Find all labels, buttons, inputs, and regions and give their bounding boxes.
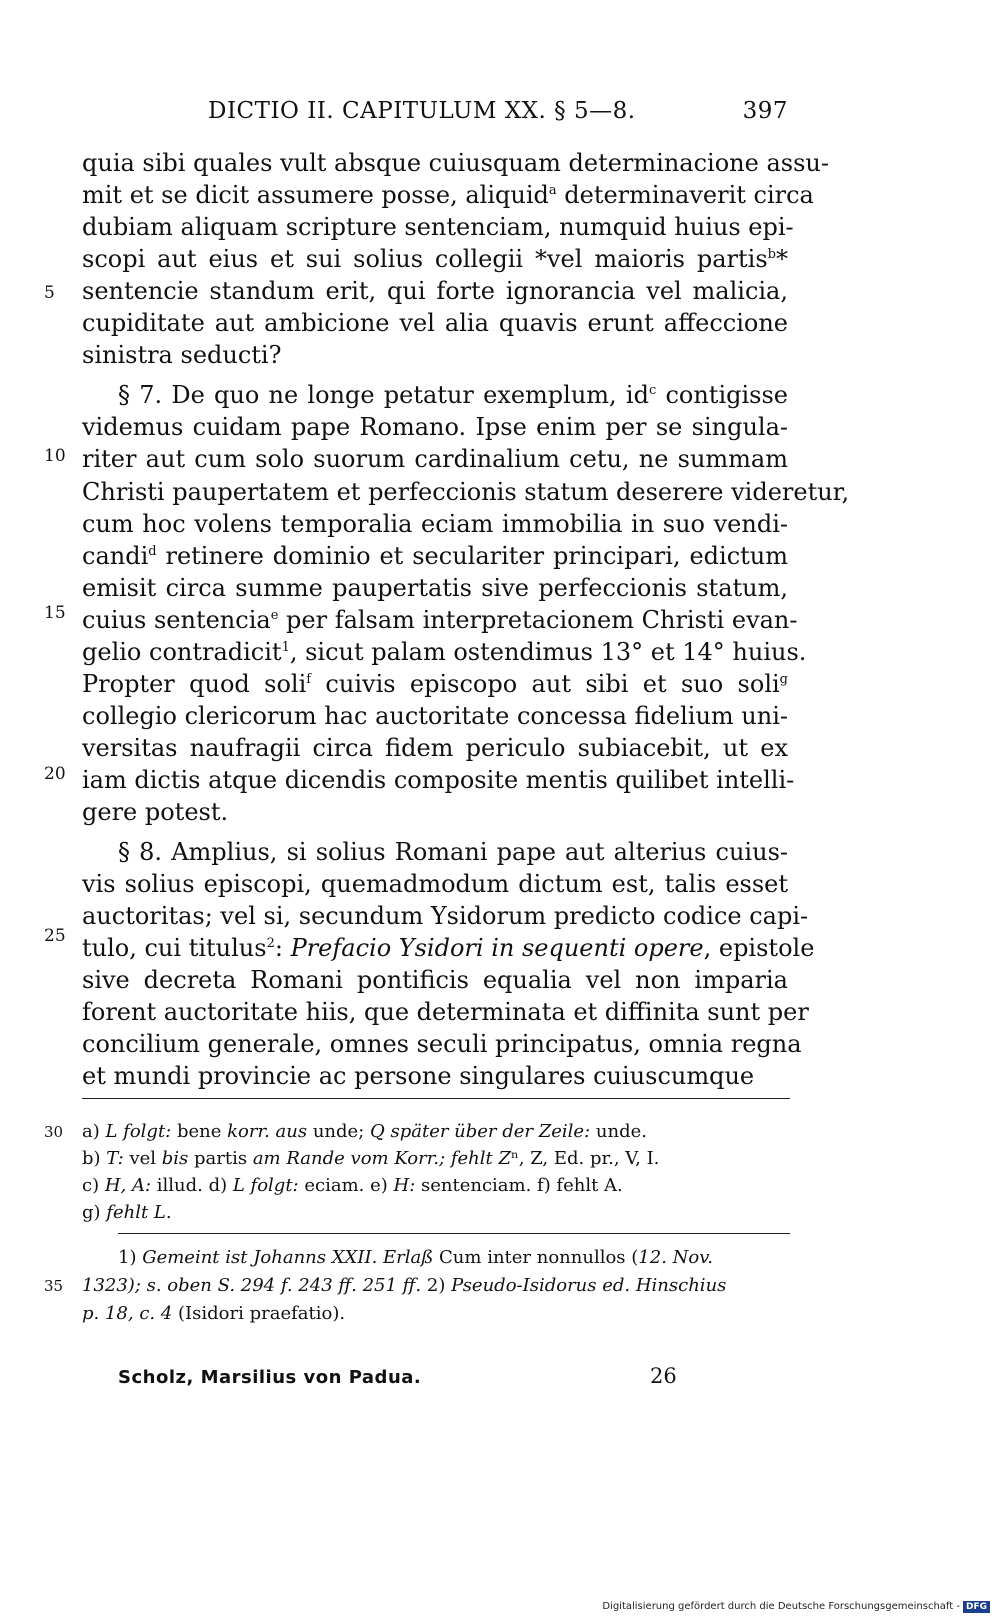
line-number: 10 (44, 446, 66, 466)
line-text: , epistole (703, 934, 815, 963)
text-line (82, 1060, 788, 1092)
line-text: cum hoc volens temporalia eciam immobilia in suo vendi- (82, 509, 788, 538)
line-text: , sicut palam ostendimus 13° et 14° huius. (289, 637, 807, 666)
line-text: per falsam interpretacionem Christi evan- (278, 605, 798, 634)
line-text: emisit circa summe paupertatis sive perfeccionis statum, (82, 573, 788, 602)
text-line (82, 636, 807, 668)
digitization-text: Digitalisierung gefördert durch die Deutsche Forschungsgemeinschaft - (602, 1601, 960, 1612)
line-text: cuivis episcopo aut sibi et suo soli (311, 669, 780, 698)
text-segment: partis (188, 1148, 253, 1169)
text-segment: ⁿ, Z, Ed. pr., V, I. (510, 1148, 660, 1169)
text-segment: 1) (118, 1247, 143, 1268)
text-line (82, 379, 788, 411)
italic-segment: T: (106, 1148, 124, 1169)
text-segment: illud. d) (151, 1175, 233, 1196)
text-segment: (Isidori praefatio). (172, 1303, 346, 1324)
text-line (82, 732, 788, 764)
footnote-marker: 2 (266, 936, 275, 952)
italic-segment: H, A: (104, 1175, 152, 1196)
header-title: DICTIO II. CAPITULUM XX. § 5—8. (208, 98, 636, 124)
line-text: § 8. Amplius, si solius Romani pape aut alterius cuius- (118, 838, 788, 867)
italic-segment: 12. Nov. (638, 1247, 713, 1268)
line-text: forent auctoritate hiis, que determinata et diffinita sunt per (82, 998, 809, 1027)
note-line (82, 1272, 790, 1300)
line-text: versitas naufragii circa fidem periculo subiacebit, ut ex (82, 733, 788, 762)
footnote-marker: c (648, 383, 657, 399)
text-line (82, 900, 809, 932)
digitization-credit (602, 1601, 990, 1613)
line-number: 25 (44, 926, 66, 946)
line-text: gelio contradicit (82, 637, 282, 666)
line-text: cupiditate aut ambicione vel alia quavis erunt affeccione (82, 309, 788, 338)
text-segment: eciam. e) (298, 1175, 394, 1196)
text-line (82, 211, 794, 243)
line-text: iam dictis atque dicendis composite mentis quilibet intelli- (82, 765, 795, 794)
text-line (82, 700, 788, 732)
line-text: dubiam aliquam scripture sentenciam, numquid huius epi- (82, 213, 794, 242)
footnote-marker: e (270, 607, 279, 623)
apparatus-line (82, 1172, 790, 1200)
text-line (82, 604, 798, 636)
line-text: Propter quod soli (82, 669, 307, 698)
text-line (82, 996, 809, 1028)
text-segment: g) (82, 1202, 107, 1223)
line-text: quia sibi quales vult absque cuiusquam determinacione assu- (82, 149, 829, 177)
line-text: sive decreta Romani pontificis equalia vel non imparia (82, 966, 788, 995)
note-line (82, 1244, 826, 1272)
line-text: vis solius episcopi, quemadmodum dictum est, talis esset (82, 870, 788, 899)
text-line (82, 932, 815, 964)
italic-segment: Erlaß (383, 1247, 434, 1268)
text-segment: bene (171, 1121, 228, 1142)
text-line (82, 868, 788, 900)
line-number: 20 (44, 764, 66, 784)
text-line (82, 275, 788, 307)
text-line (82, 147, 829, 179)
text-line (82, 540, 788, 572)
text-line (82, 964, 788, 996)
line-text: : (274, 934, 291, 963)
line-text: riter aut cum solo suorum cardinalium cetu, ne summam (82, 445, 788, 474)
line-text: concilium generale, omnes seculi principatus, omnia regna (82, 1030, 802, 1059)
line-number: 15 (44, 603, 66, 623)
line-text: sinistra seducti? (82, 341, 282, 370)
text-segment: unde; (307, 1121, 370, 1142)
footnote-marker: b (767, 247, 776, 263)
italic-segment: L folgt: (232, 1175, 299, 1196)
line-number: 35 (44, 1277, 64, 1295)
italic-segment: p. 18, c. 4 (82, 1303, 173, 1324)
footnote-marker: d (148, 543, 157, 559)
italic-segment: korr. aus (227, 1121, 308, 1142)
apparatus-line (82, 1118, 790, 1146)
italic-segment: Gemeint ist Johanns XXII. (142, 1247, 378, 1268)
line-number: 5 (44, 283, 55, 303)
italic-segment: 1323); s. oben S. 294 f. 243 ff. 251 ff. (82, 1275, 422, 1296)
italic-segment: L folgt: (105, 1121, 172, 1142)
italic-segment: Q später über der Zeile: (369, 1121, 591, 1142)
text-segment: sentenciam. f) fehlt A. (415, 1175, 623, 1196)
line-text: * (776, 245, 788, 274)
line-text: candi (82, 541, 149, 570)
line-text: retinere dominio et seculariter principari, edictum (156, 541, 788, 570)
footnote-marker: f (306, 671, 312, 687)
line-text: scopi aut eius et sui solius collegii *vel maioris partis (82, 245, 768, 274)
text-line (82, 179, 814, 211)
text-segment: c) (82, 1175, 105, 1196)
line-text: auctoritas; vel si, secundum Ysidorum predicto codice capi- (82, 902, 809, 931)
text-line (82, 836, 788, 868)
notes-rule (118, 1233, 790, 1234)
footnote-marker: a (548, 183, 557, 199)
text-segment: vel (123, 1148, 162, 1169)
apparatus-rule (82, 1098, 790, 1099)
apparatus-line (82, 1199, 790, 1227)
text-line (82, 668, 788, 700)
italic-segment: am Rande vom Korr.; fehlt Z (252, 1148, 511, 1169)
line-text: collegio clericorum hac auctoritate concessa fidelium uni- (82, 701, 788, 730)
sheet-number: 26 (650, 1364, 677, 1388)
page-number: 397 (742, 98, 788, 124)
text-line (82, 307, 788, 339)
dfg-logo: DFG (963, 1601, 990, 1613)
text-line (82, 508, 788, 540)
footnote-marker: g (779, 671, 788, 687)
line-number: 30 (44, 1123, 64, 1141)
line-text: tulo, cui titulus (82, 934, 267, 963)
apparatus-line (82, 1145, 790, 1173)
text-segment: 2) (421, 1275, 452, 1296)
text-segment: a) (82, 1121, 106, 1142)
italic-segment: H: (393, 1175, 416, 1196)
text-line (82, 243, 788, 275)
text-line (82, 443, 788, 475)
text-line (82, 796, 788, 828)
line-text: Christi paupertatem et perfeccionis statum deserere videretur, (82, 477, 850, 506)
line-text: § 7. De quo ne longe petatur exemplum, id (118, 381, 649, 410)
text-line (82, 572, 788, 604)
footnote-marker: 1 (281, 639, 290, 655)
line-text: cuius sentencia (82, 605, 271, 634)
italic-segment: Pseudo-Isidorus ed. Hinschius (451, 1275, 727, 1296)
line-text: gere potest. (82, 798, 229, 826)
text-segment: b) (82, 1148, 107, 1169)
line-text: sentencie standum erit, qui forte ignorancia vel malicia, (82, 277, 788, 306)
text-line (82, 411, 788, 443)
line-text: mit et se dicit assumere posse, aliquid (82, 181, 549, 210)
italic-segment: fehlt L. (106, 1202, 172, 1223)
line-text: et mundi provincie ac persone singulares cuiuscumque (82, 1062, 755, 1091)
text-line (82, 476, 850, 508)
text-line (82, 764, 795, 796)
signature-line: Scholz, Marsilius von Padua. (118, 1367, 422, 1388)
line-text: contigisse (656, 381, 789, 410)
text-segment: Cum inter nonnullos ( (433, 1247, 639, 1268)
italic-title: Prefacio Ysidori in sequenti opere (290, 934, 704, 963)
text-line (82, 339, 788, 371)
note-line (82, 1300, 790, 1328)
line-text: determinaverit circa (556, 181, 814, 210)
text-line (82, 1028, 802, 1060)
italic-segment: bis (161, 1148, 189, 1169)
line-text: videmus cuidam pape Romano. Ipse enim per se singula- (82, 413, 788, 442)
text-segment: unde. (590, 1121, 647, 1142)
running-header (208, 98, 788, 130)
